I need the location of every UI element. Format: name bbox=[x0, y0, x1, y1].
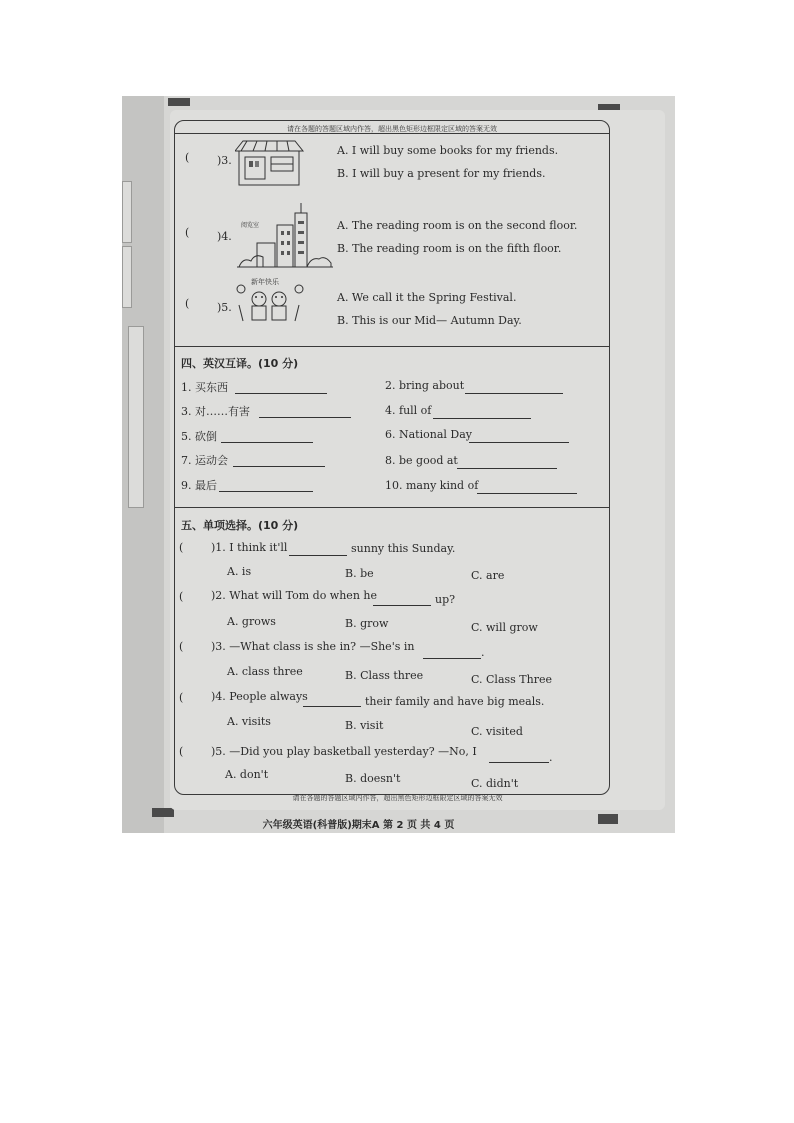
translation-item: 4. full of bbox=[385, 404, 432, 417]
question-stem: )1. I think it'll bbox=[211, 541, 288, 554]
question-stem: )4. People always bbox=[211, 690, 308, 703]
option-a: A. don't bbox=[225, 768, 269, 781]
option-b: B. be bbox=[345, 567, 374, 580]
answer-frame bbox=[174, 120, 610, 795]
answer-blank[interactable] bbox=[233, 466, 325, 467]
option-b: B. doesn't bbox=[345, 772, 401, 785]
icon-label: 新年快乐 bbox=[251, 278, 279, 286]
option-a: A. is bbox=[227, 565, 252, 578]
answer-blank[interactable] bbox=[303, 706, 361, 707]
answer-blank[interactable] bbox=[235, 393, 327, 394]
answer-blank[interactable] bbox=[219, 491, 313, 492]
question-stem: )3. —What class is she in? —She's in bbox=[211, 640, 415, 653]
option-b: B. This is our Mid— Autumn Day. bbox=[337, 314, 522, 327]
registration-mark bbox=[168, 98, 190, 106]
footer-page-info: 六年级英语(科普版)期末A 第 2 页 共 4 页 bbox=[262, 820, 455, 831]
answer-paren[interactable]: ( bbox=[179, 691, 184, 704]
answer-blank[interactable] bbox=[423, 658, 481, 659]
picture-questions bbox=[175, 135, 609, 355]
answer-blank[interactable] bbox=[469, 442, 569, 443]
answer-blank[interactable] bbox=[433, 418, 531, 419]
section-divider bbox=[175, 346, 609, 347]
answer-blank[interactable] bbox=[465, 393, 563, 394]
section-4-translation bbox=[175, 348, 609, 508]
question-number: )3. bbox=[217, 154, 232, 167]
answer-blank[interactable] bbox=[289, 555, 347, 556]
translation-item: 6. National Day bbox=[385, 428, 472, 441]
option-a: A. visits bbox=[227, 715, 271, 728]
option-b: B. Class three bbox=[345, 669, 424, 682]
option-c: C. are bbox=[471, 569, 505, 582]
option-a: A. The reading room is on the second floor. bbox=[337, 219, 578, 232]
question-stem: )5. —Did you play basketball yesterday? —No, I bbox=[211, 745, 477, 758]
answer-blank[interactable] bbox=[457, 468, 557, 469]
answer-paren[interactable]: ( bbox=[179, 640, 184, 653]
page-edge-tab bbox=[122, 246, 132, 308]
section-5-multiple-choice bbox=[175, 509, 609, 790]
icon-label: 阅览室 bbox=[241, 222, 260, 229]
answer-paren[interactable]: ( bbox=[179, 541, 184, 554]
section-5-title: 五、单项选择。(10 分) bbox=[181, 519, 299, 532]
translation-item: 1. 买东西 bbox=[181, 381, 228, 394]
translation-item: 10. many kind of bbox=[385, 479, 479, 492]
bookstore-icon bbox=[235, 139, 305, 187]
answer-blank[interactable] bbox=[477, 493, 577, 494]
translation-item: 5. 砍倒 bbox=[181, 430, 217, 443]
translation-item: 9. 最后 bbox=[181, 479, 217, 492]
header-notice: 请在各题的答题区域内作答，超出黑色矩形边框限定区域的答案无效 bbox=[287, 125, 497, 133]
option-a: A. We call it the Spring Festival. bbox=[337, 291, 517, 304]
exam-sheet bbox=[170, 110, 665, 810]
question-stem: )2. What will Tom do when he bbox=[211, 589, 377, 602]
answer-blank[interactable] bbox=[259, 417, 351, 418]
option-a: A. I will buy some books for my friends. bbox=[337, 144, 559, 157]
option-b: B. I will buy a present for my friends. bbox=[337, 167, 546, 180]
question-number: )4. bbox=[217, 230, 232, 243]
question-number: )5. bbox=[217, 301, 232, 314]
translation-item: 3. 对……有害 bbox=[181, 405, 250, 418]
page-edge-tab bbox=[122, 181, 132, 243]
question-stem: up? bbox=[435, 593, 456, 606]
translation-item: 7. 运动会 bbox=[181, 454, 228, 467]
option-b: B. grow bbox=[345, 617, 389, 630]
answer-paren[interactable]: ( bbox=[185, 151, 190, 164]
option-c: C. Class Three bbox=[471, 673, 552, 686]
answer-paren[interactable]: ( bbox=[185, 226, 190, 239]
question-stem: . bbox=[549, 751, 553, 764]
option-b: B. visit bbox=[345, 719, 384, 732]
header-rule bbox=[175, 133, 609, 134]
answer-blank[interactable] bbox=[221, 442, 313, 443]
section-4-title: 四、英汉互译。(10 分) bbox=[181, 357, 299, 370]
option-a: A. grows bbox=[227, 615, 276, 628]
question-stem: their family and have big meals. bbox=[365, 695, 545, 708]
question-stem: sunny this Sunday. bbox=[351, 542, 456, 555]
answer-blank[interactable] bbox=[489, 762, 549, 763]
option-a: A. class three bbox=[227, 665, 303, 678]
answer-blank[interactable] bbox=[373, 605, 431, 606]
buildings-icon bbox=[237, 203, 333, 271]
page-edge-tab bbox=[128, 326, 144, 508]
translation-item: 8. be good at bbox=[385, 454, 458, 467]
answer-paren[interactable]: ( bbox=[179, 745, 184, 758]
scanned-page-photo bbox=[122, 96, 675, 833]
spring-festival-icon bbox=[235, 275, 305, 327]
option-c: C. will grow bbox=[471, 621, 538, 634]
answer-paren[interactable]: ( bbox=[185, 297, 190, 310]
answer-paren[interactable]: ( bbox=[179, 590, 184, 603]
option-c: C. visited bbox=[471, 725, 523, 738]
section-divider bbox=[175, 507, 609, 508]
question-stem: . bbox=[481, 646, 485, 659]
translation-item: 2. bring about bbox=[385, 379, 465, 392]
option-b: B. The reading room is on the fifth floor. bbox=[337, 242, 562, 255]
option-c: C. didn't bbox=[471, 777, 519, 790]
footer-notice: 请在各题的答题区域内作答，超出黑色矩形边框限定区域的答案无效 bbox=[292, 794, 503, 802]
left-page-edge bbox=[122, 96, 164, 833]
